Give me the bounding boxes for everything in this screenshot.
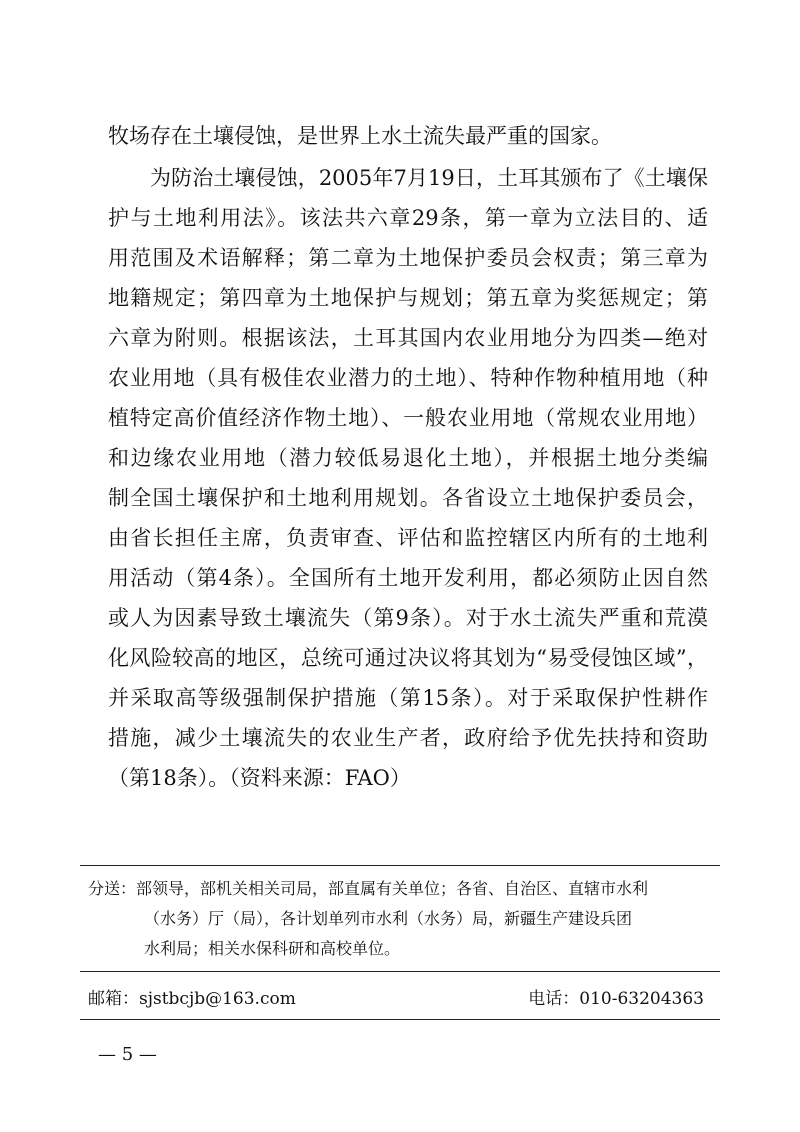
text-line: 和边缘农业用地（潜力较低易退化土地），并根据土地分类编 [108, 446, 708, 470]
divider-top [80, 865, 720, 866]
text-line: （第18条）。（资料来源：FAO） [108, 766, 411, 790]
text-line: 由省长担任主席，负责审查、评估和监控辖区内所有的土地利 [108, 526, 708, 550]
distribution-line: 分送：部领导，部机关相关司局，部直属有关单位；各省、自治区、直辖市水利 [88, 879, 649, 898]
paragraph-turkey-law [108, 158, 708, 798]
text-line: 为防治土壤侵蚀，2005年7月19日，土耳其颁布了《土壤保 [150, 166, 708, 190]
distribution-line: 水利局；相关水保科研和高校单位。 [144, 939, 401, 958]
text-line: 制全国土壤保护和土地利用规划。各省设立土地保护委员会， [108, 486, 708, 510]
contact-email: 邮箱：sjstbcjb@163.com [88, 989, 296, 1009]
text-line: 化风险较高的地区，总统可通过决议将其划为“易受侵蚀区域”， [108, 646, 708, 670]
text-line: 并采取高等级强制保护措施（第15条）。对于采取保护性耕作 [108, 686, 708, 710]
divider-middle [80, 971, 720, 972]
text-line: 地籍规定；第四章为土地保护与规划；第五章为奖惩规定；第 [108, 286, 708, 310]
contact-phone: 电话：010-63204363 [528, 989, 704, 1009]
text-line: 农业用地（具有极佳农业潜力的土地）、特种作物种植用地（种 [108, 366, 708, 390]
text-line: 六章为附则。根据该法，土耳其国内农业用地分为四类—绝对 [108, 326, 708, 350]
distribution-list [88, 874, 720, 964]
distribution-line: （水务）厅（局），各计划单列市水利（水务）局，新疆生产建设兵团 [144, 909, 633, 928]
divider-bottom [80, 1019, 720, 1020]
page-number: — 5 — [98, 1044, 157, 1065]
text-line: 植特定高价值经济作物土地）、一般农业用地（常规农业用地） [108, 406, 708, 430]
text-line: 用范围及术语解释；第二章为土地保护委员会权责；第三章为 [108, 246, 708, 270]
text-line: 牧场存在土壤侵蚀，是世界上水土流失最严重的国家。 [108, 124, 612, 148]
text-line: 或人为因素导致土壤流失（第9条）。对于水土流失严重和荒漠 [108, 606, 708, 630]
text-line: 用活动（第4条）。全国所有土地开发利用，都必须防止因自然 [108, 566, 708, 590]
text-line: 护与土地利用法》。该法共六章29条，第一章为立法目的、适 [108, 206, 708, 230]
paragraph-continuation [108, 116, 708, 156]
text-line: 措施，减少土壤流失的农业生产者，政府给予优先扶持和资助 [108, 726, 708, 750]
